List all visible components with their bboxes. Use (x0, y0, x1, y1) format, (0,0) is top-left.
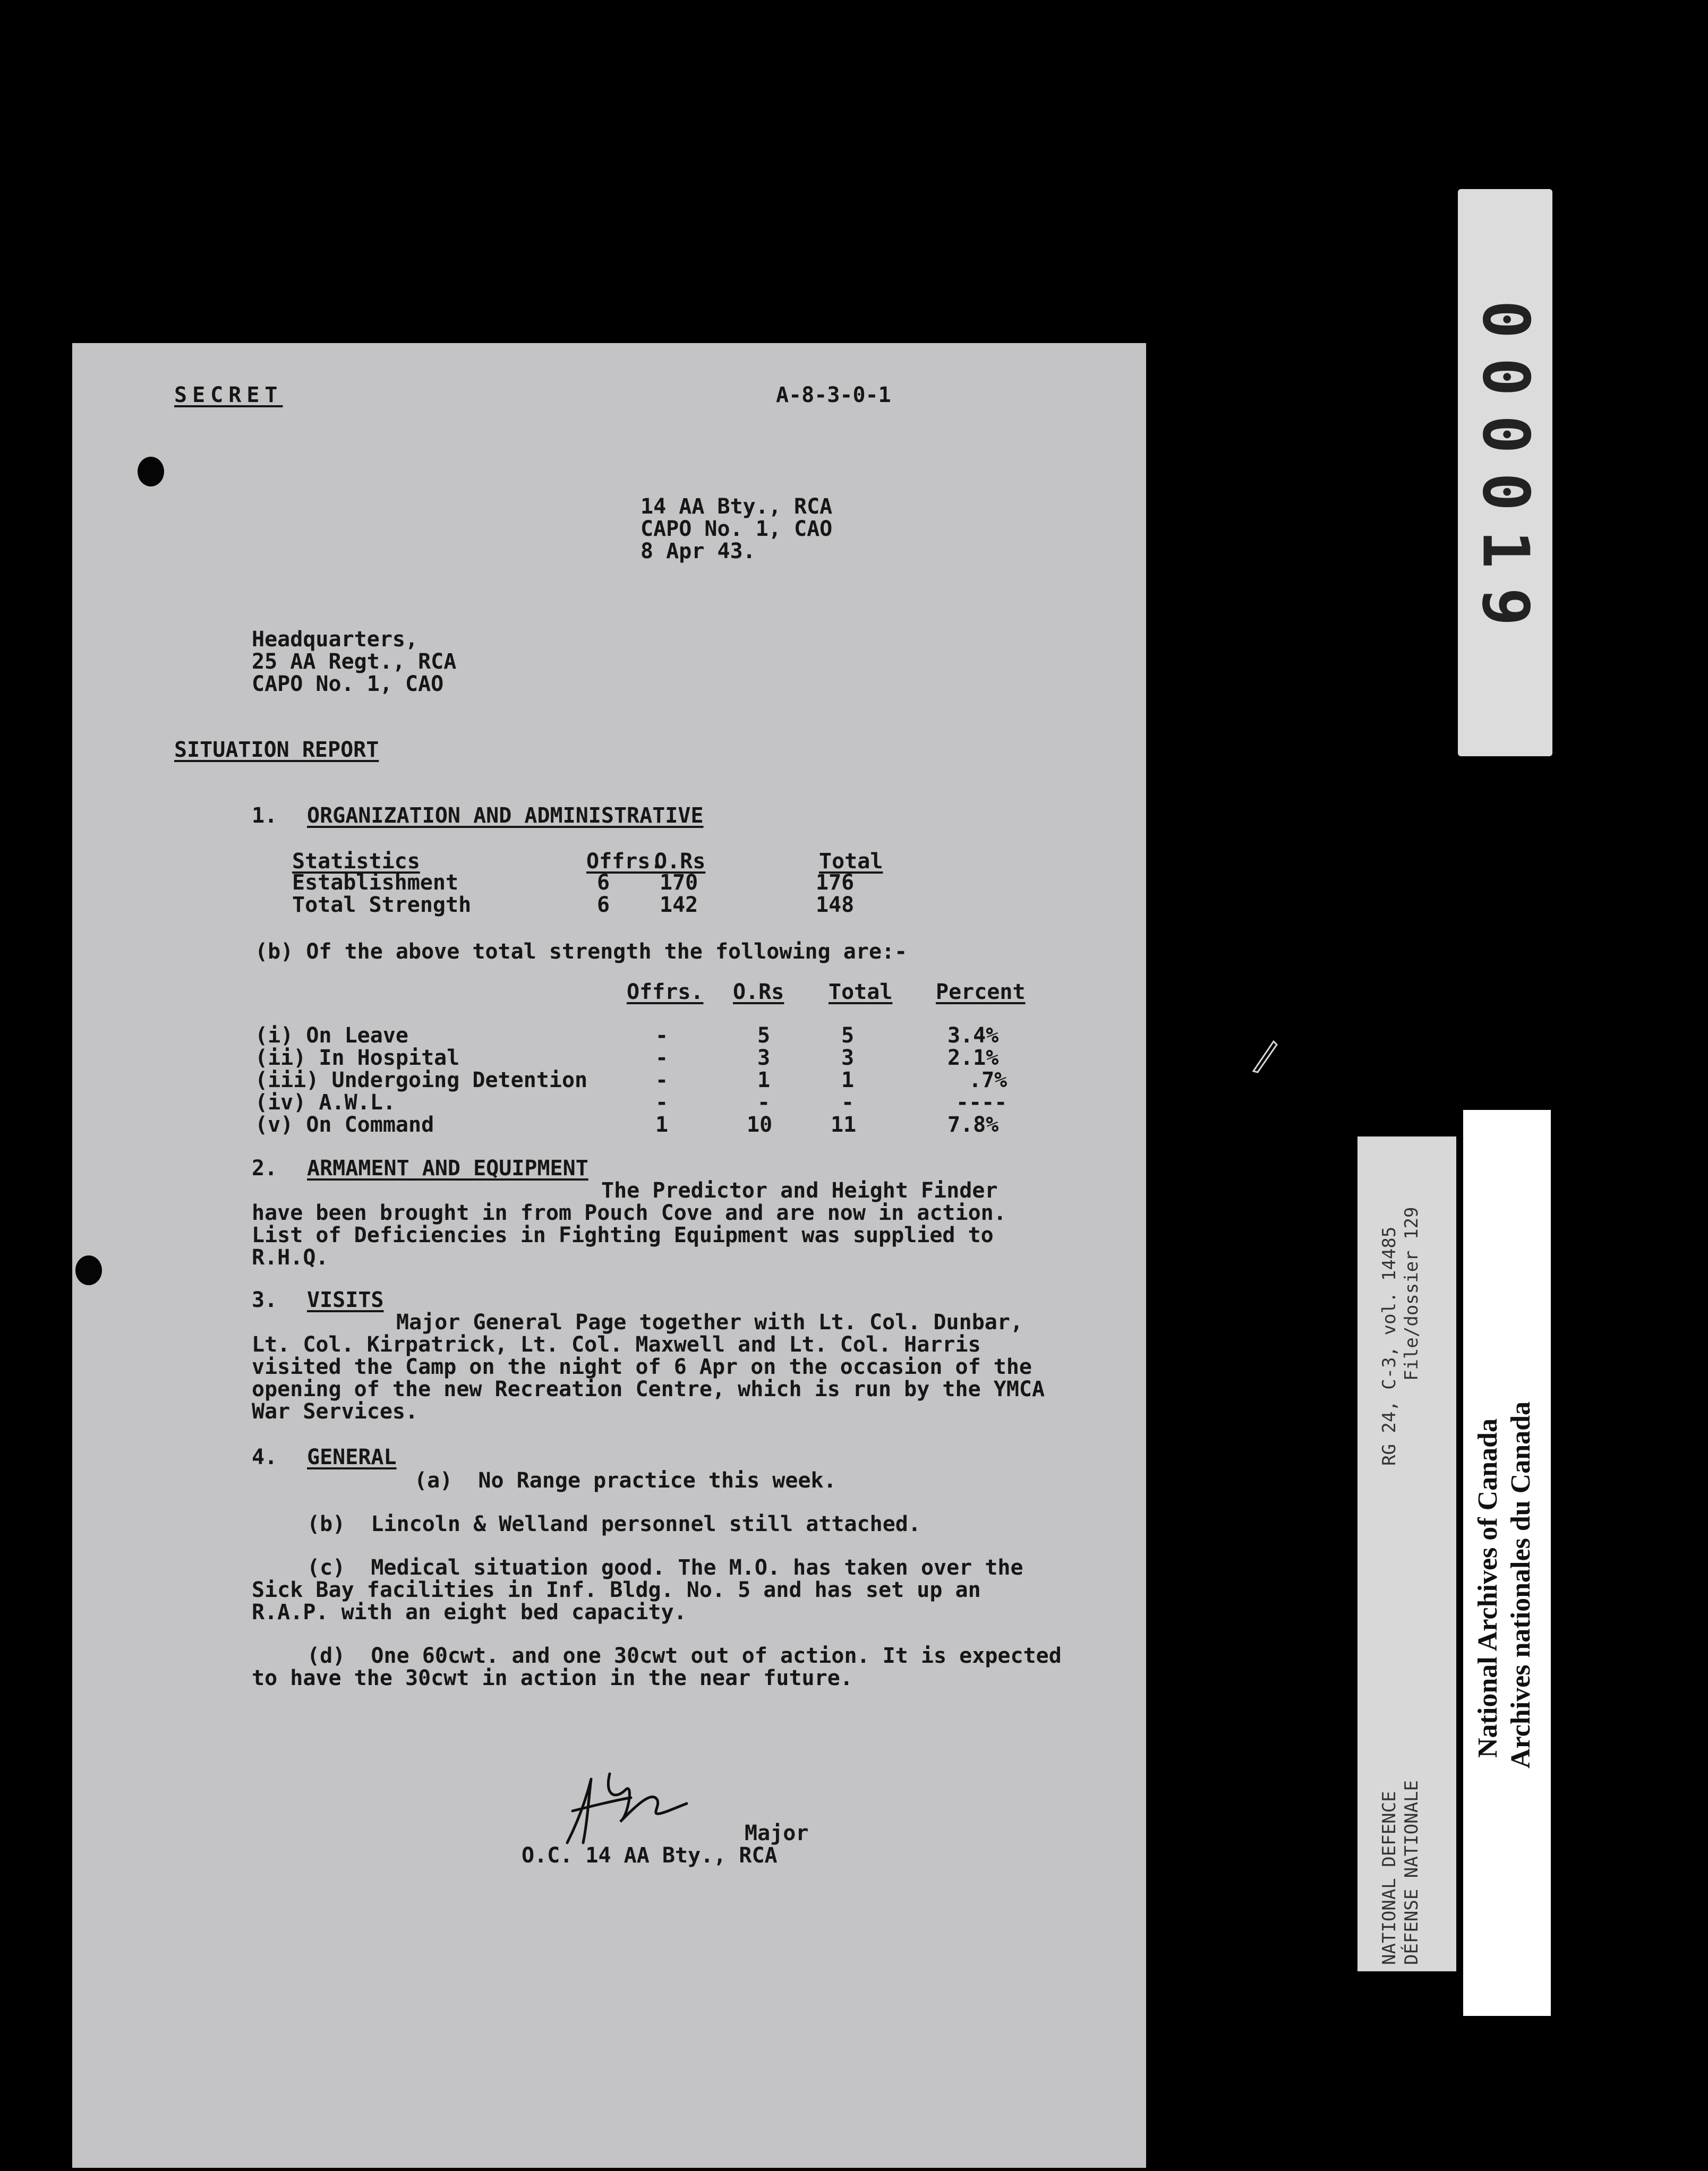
department-line: DÉFENSE NATIONALE (1401, 1780, 1422, 1965)
archives-name-en: National Archives of Canada (1473, 1418, 1503, 1758)
stats-row-total: 176 (816, 870, 855, 895)
breakdown-row-total: 11 (831, 1113, 857, 1137)
section-4-number: 4. (252, 1445, 278, 1469)
section-1-number: 1. (252, 804, 278, 828)
breakdown-row-total: - (841, 1090, 855, 1115)
breakdown-row-ors: 5 (757, 1023, 771, 1048)
section-4-item-a: (a) No Range practice this week. (414, 1468, 836, 1493)
reference-line: File/dossier 129 (1401, 1207, 1422, 1381)
breakdown-row-ors: - (757, 1090, 771, 1115)
breakdown-header-percent: Percent (936, 980, 1026, 1004)
punch-hole-top (138, 457, 164, 486)
stats-header-offrs: Offrs. (586, 849, 663, 874)
document-page (72, 343, 1146, 2168)
to-line-1: Headquarters, (252, 627, 419, 652)
breakdown-row-label: (iv) A.W.L. (255, 1090, 396, 1115)
section-4-item-c: Sick Bay facilities in Inf. Bldg. No. 5 and has set up an (252, 1578, 981, 1602)
breakdown-row-offrs: - (655, 1023, 669, 1048)
stats-row-label: Establishment (292, 870, 459, 895)
reference-line: RG 24, C-3, vol. 14485 (1379, 1226, 1400, 1466)
section-3-line: opening of the new Recreation Centre, which is run by the YMCA (252, 1377, 1045, 1401)
breakdown-header-offrs: Offrs. (627, 980, 704, 1004)
section-2-number: 2. (252, 1156, 278, 1181)
section-2-heading: ARMAMENT AND EQUIPMENT (307, 1156, 588, 1181)
signature-rank: Major (745, 1821, 809, 1845)
classification-label: SECRET (174, 383, 283, 407)
breakdown-row-ors: 10 (747, 1113, 773, 1137)
punch-hole-bottom (75, 1255, 102, 1285)
section-3-line: Lt. Col. Kirpatrick, Lt. Col. Maxwell and Lt. Col. Harris (252, 1332, 981, 1357)
to-line-2: 25 AA Regt., RCA (252, 649, 457, 674)
breakdown-row-percent: 7.8% (947, 1113, 999, 1137)
breakdown-row-label: (i) On Leave (255, 1023, 408, 1048)
section-4-item-d: to have the 30cwt in action in the near future. (252, 1666, 853, 1690)
breakdown-row-percent: 3.4% (947, 1023, 999, 1048)
stats-row-offrs: 6 (597, 870, 610, 895)
frame-number: 000019 (1468, 300, 1542, 645)
archives-name-fr: Archives nationales du Canada (1506, 1401, 1536, 1768)
stats-row-offrs: 6 (597, 893, 610, 917)
from-line-3: 8 Apr 43. (640, 539, 756, 563)
stats-header-statistics: Statistics (292, 849, 420, 874)
stats-row-label: Total Strength (292, 893, 472, 917)
breakdown-row-percent: 2.1% (947, 1046, 999, 1070)
breakdown-row-label: (iii) Undergoing Detention (255, 1068, 588, 1092)
section-4-item-c: R.A.P. with an eight bed capacity. (252, 1600, 687, 1625)
breakdown-row-total: 5 (841, 1023, 855, 1048)
section-1-heading: ORGANIZATION AND ADMINISTRATIVE (307, 804, 704, 828)
stats-header-ors: O.Rs (654, 849, 706, 874)
breakdown-row-label: (ii) In Hospital (255, 1046, 460, 1070)
section-4-item-d: (d) One 60cwt. and one 30cwt out of action. It is expected (307, 1644, 1062, 1668)
archives-label (1463, 1110, 1551, 2016)
section-2-line: List of Deficiencies in Fighting Equipment was supplied to (252, 1223, 994, 1247)
breakdown-row-offrs: 1 (655, 1113, 669, 1137)
section-2-line: R.H.Q. (252, 1245, 329, 1270)
breakdown-row-ors: 1 (757, 1068, 771, 1092)
signature-title: O.C. 14 AA Bty., RCA (522, 1843, 778, 1868)
breakdown-row-offrs: - (655, 1068, 669, 1092)
section-3-line: Major General Page together with Lt. Col. Dunbar, (396, 1310, 1023, 1335)
section-2-line: have been brought in from Pouch Cove and are now in action. (252, 1201, 1006, 1225)
breakdown-row-percent: .7% (969, 1068, 1007, 1092)
handwritten-signature (562, 1768, 689, 1848)
breakdown-row-percent: ---- (956, 1090, 1007, 1115)
from-line-1: 14 AA Bty., RCA (640, 494, 833, 519)
section-4-heading: GENERAL (307, 1445, 397, 1469)
section-3-heading: VISITS (307, 1288, 384, 1312)
to-line-3: CAPO No. 1, CAO (252, 672, 444, 696)
frame-number-strip (1458, 189, 1552, 756)
breakdown-header-ors: O.Rs (733, 980, 784, 1004)
section-4-item-b: (b) Lincoln & Welland personnel still attached. (307, 1512, 921, 1536)
stats-row-ors: 142 (660, 893, 698, 917)
stats-header-total: Total (819, 849, 883, 874)
breakdown-row-offrs: - (655, 1046, 669, 1070)
stats-row-total: 148 (816, 893, 855, 917)
department-line: NATIONAL DEFENCE (1379, 1791, 1400, 1965)
section-4-item-c: (c) Medical situation good. The M.O. has taken over the (307, 1555, 1023, 1580)
breakdown-row-offrs: - (655, 1090, 669, 1115)
pen-mark-icon (1248, 1038, 1280, 1075)
report-title: SITUATION REPORT (174, 738, 379, 762)
section-3-number: 3. (252, 1288, 278, 1312)
section-3-line: War Services. (252, 1399, 419, 1424)
breakdown-header-total: Total (829, 980, 893, 1004)
breakdown-row-label: (v) On Command (255, 1113, 434, 1137)
reference-label (1357, 1136, 1456, 1971)
from-line-2: CAPO No. 1, CAO (640, 517, 833, 541)
file-reference: A-8-3-0-1 (776, 383, 891, 407)
section-3-line: visited the Camp on the night of 6 Apr on the occasion of the (252, 1355, 1032, 1379)
breakdown-row-total: 1 (841, 1068, 855, 1092)
section-2-line: The Predictor and Height Finder (601, 1178, 998, 1203)
stats-row-ors: 170 (660, 870, 698, 895)
breakdown-row-ors: 3 (757, 1046, 771, 1070)
breakdown-intro: (b) Of the above total strength the following are:- (255, 939, 908, 964)
breakdown-row-total: 3 (841, 1046, 855, 1070)
